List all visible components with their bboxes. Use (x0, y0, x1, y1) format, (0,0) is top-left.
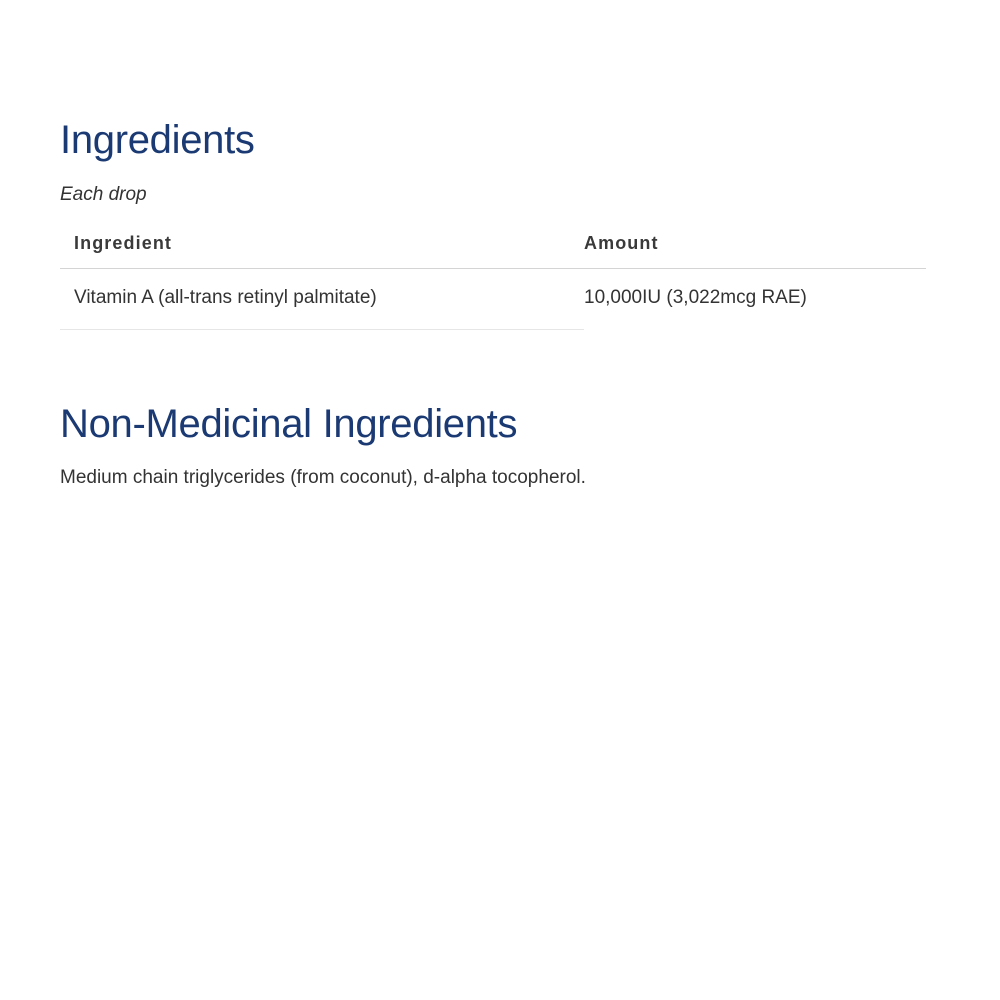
ingredients-table (60, 233, 926, 330)
column-header-amount: Amount (584, 233, 926, 269)
column-header-ingredient: Ingredient (60, 233, 584, 269)
cell-ingredient-amount: 10,000IU (3,022mcg RAE) (584, 286, 807, 308)
non-medicinal-title: Non-Medicinal Ingredients (60, 401, 518, 446)
page-title: Ingredients (60, 118, 255, 162)
table-header (60, 233, 926, 269)
cell-ingredient-name: Vitamin A (all-trans retinyl palmitate) (60, 268, 584, 329)
non-medicinal-text: Medium chain triglycerides (from coconut), d-alpha tocopherol. (60, 466, 586, 488)
table-header-row (60, 233, 926, 269)
serving-size-note: Each drop (60, 184, 147, 205)
table-body (60, 268, 926, 329)
table-row (60, 268, 926, 329)
